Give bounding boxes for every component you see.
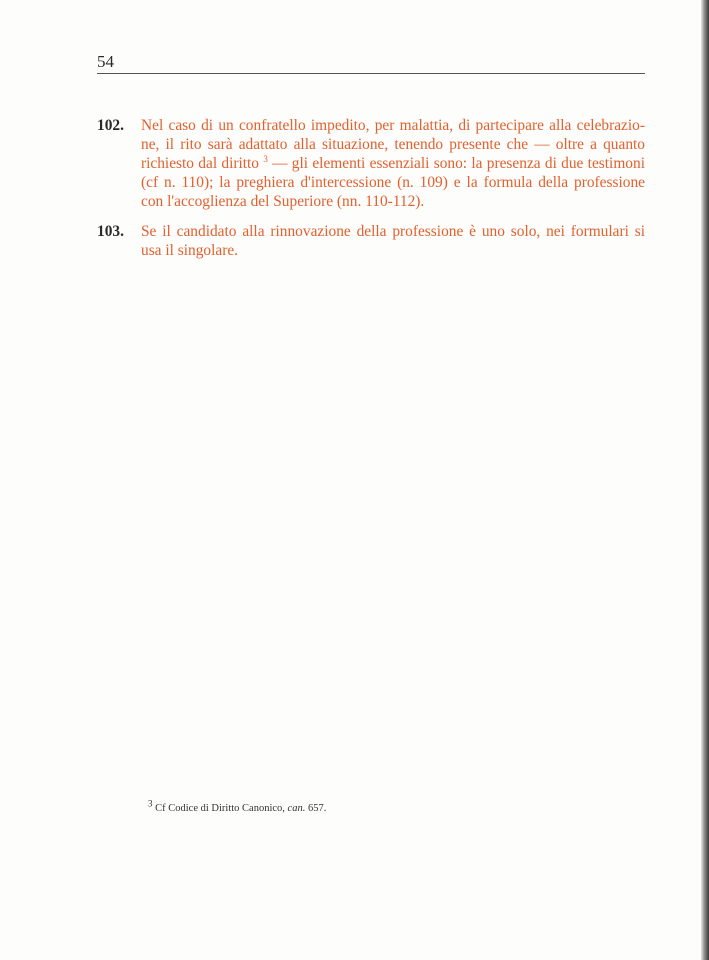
book-edge-shadow bbox=[701, 0, 709, 960]
paragraph-text bbox=[141, 222, 645, 260]
paragraph-103 bbox=[97, 222, 645, 260]
text-line: ne, il rito sarà adattato alla situazione, tenendo presente che — oltre a quanto bbox=[141, 136, 645, 153]
footnote-number: 657. bbox=[307, 803, 327, 814]
footnote bbox=[148, 798, 327, 814]
footnote-italic: can. bbox=[287, 803, 306, 814]
text-segment: — gli elementi essenziali sono: la presenza di due testimoni bbox=[272, 155, 645, 172]
paragraph-number: 102. bbox=[97, 117, 124, 134]
footnote-marker: 3 bbox=[148, 798, 153, 809]
paragraph-number: 103. bbox=[97, 223, 124, 240]
text-line bbox=[141, 154, 645, 173]
text-segment: richiesto dal diritto bbox=[141, 155, 260, 172]
page-number: 54 bbox=[97, 52, 114, 71]
paragraph-102 bbox=[97, 116, 645, 211]
text-line: Se il candidato alla rinnovazione della professione è uno solo, nei formulari si bbox=[141, 223, 645, 240]
header-rule bbox=[97, 73, 645, 74]
text-line: usa il singolare. bbox=[141, 242, 239, 259]
text-line: (cf n. 110); la preghiera d'intercessione (n. 109) e la formula della professione bbox=[141, 174, 645, 191]
text-line: con l'accoglienza del Superiore (nn. 110-112). bbox=[141, 193, 425, 210]
footnote-reference: 3 bbox=[263, 153, 268, 164]
text-line: Nel caso di un confratello impedito, per malattia, di partecipare alla celebrazio- bbox=[141, 117, 645, 134]
footnote-text: Cf Codice di Diritto Canonico, bbox=[155, 803, 285, 814]
paragraph-text bbox=[141, 116, 645, 211]
